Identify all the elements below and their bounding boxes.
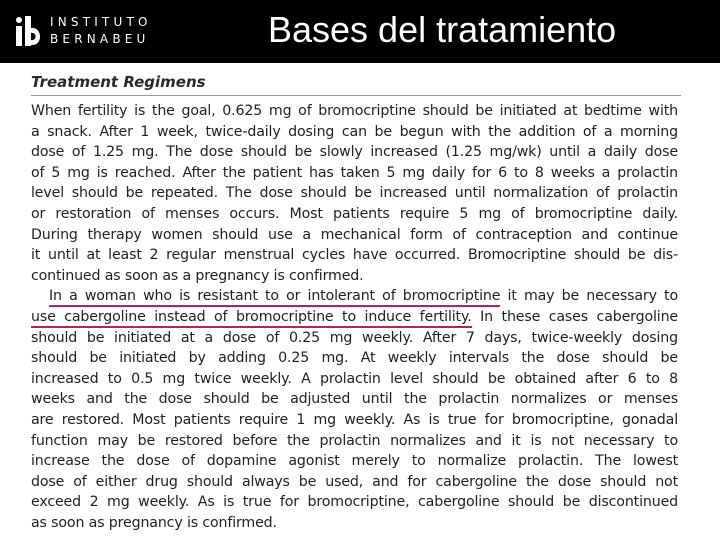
slide-header (0, 0, 720, 63)
paragraph-line: When fertility is the goal, 0.625 mg of bromocriptine should be initiated at bedtime with (31, 103, 678, 119)
paragraph-line: level should be repeated. The dose should be increased until normalization of prolactin (31, 185, 678, 202)
paragraph-line: a snack. After 1 week, twice-daily dosing can be begun with the addition of a morning (31, 123, 678, 140)
phrase-rest: it may be necessary to (500, 288, 678, 305)
phrase-rest: In these cases cabergoline (471, 308, 678, 325)
logo-mark-icon (14, 14, 44, 48)
paragraph-2 (31, 286, 681, 533)
paragraph-1 (31, 101, 681, 286)
paragraph-line: exceed 2 mg weekly. As is true for bromocriptine, cabergoline should be discontinued (31, 494, 678, 511)
paragraph-line: as soon as pregnancy is confirmed. (31, 514, 277, 531)
paragraph-line (31, 286, 678, 307)
paragraph-line: weeks and the dose should be adjusted until the prolactin normalizes or menses (31, 391, 678, 408)
paragraph-line: should be initiated at a dose of 0.25 mg weekly. After 7 days, twice-weekly dosing (31, 329, 678, 346)
underlined-phrase: use cabergoline instead of bromocriptine to induce fertility. (31, 309, 472, 328)
paragraph-line: or restoration of menses occurs. Most patients require 5 mg of bromocriptine daily. (31, 205, 678, 222)
paragraph-line: continued as soon as a pregnancy is confirmed. (31, 267, 364, 284)
paragraph-line: increase the dose of dopamine agonist merely to normalize prolactin. The lowest (31, 453, 678, 470)
paragraph-line: it until at least 2 regular menstrual cycles have occurred. Bromocriptine should be dis- (31, 247, 678, 264)
paragraph-line: should be initiated by adding 0.25 mg. At weekly intervals the dose should be (31, 350, 678, 367)
document-excerpt (31, 72, 681, 533)
logo-text-bernabeu: BERNABEU (50, 32, 150, 46)
paragraph-line: increased to 0.5 mg twice weekly. A prolactin level should be obtained after 6 to 8 (31, 370, 678, 387)
instituto-bernabeu-logo (14, 14, 164, 48)
logo-text-instituto: INSTITUTO (50, 15, 152, 29)
paragraph-line: dose of either drug should always be used, and for cabergoline the dose should not (31, 473, 678, 490)
paragraph-line: During therapy women should use a mechanical form of contraception and continue (31, 226, 678, 243)
paragraph-line (31, 307, 678, 328)
section-title: Treatment Regimens (31, 72, 681, 96)
paragraph-line: are restored. Most patients require 1 mg weekly. As is true for bromocriptine, gonadal (31, 411, 678, 428)
slide-title: Bases del tratamiento (268, 9, 617, 50)
paragraph-line: function may be restored before the prolactin normalizes and it is not necessary to (31, 432, 678, 449)
underlined-phrase: In a woman who is resistant to or intolerant of bromocriptine (49, 288, 500, 307)
paragraph-line: dose of 1.25 mg. The dose should be slowly increased (1.25 mg/wk) until a daily dose (31, 144, 678, 161)
paragraph-line: of 5 mg is reached. After the patient has taken 5 mg daily for 6 to 8 weeks a prolactin (31, 164, 678, 181)
